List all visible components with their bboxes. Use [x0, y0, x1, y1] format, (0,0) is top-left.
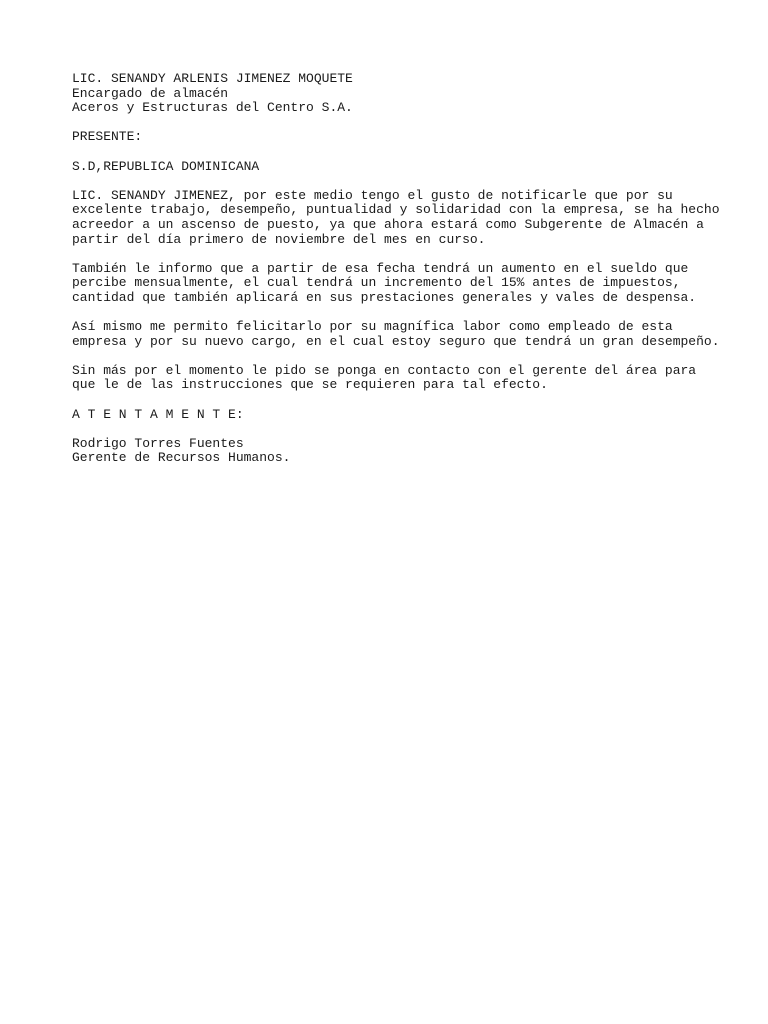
recipient-block	[72, 72, 712, 116]
closing-line: A T E N T A M E N T E:	[72, 406, 244, 422]
paragraph-line: cantidad que también aplicará en sus prestaciones generales y vales de despensa.	[72, 289, 697, 305]
presente-block	[72, 130, 712, 145]
paragraph-congratulations	[72, 319, 720, 349]
location-line: S.D,REPUBLICA DOMINICANA	[72, 158, 260, 174]
paragraph-line: excelente trabajo, desempeño, puntualidad y solidaridad con la empresa, se ha hecho	[72, 202, 720, 218]
paragraph-contact	[72, 364, 712, 393]
paragraph-line: Así mismo me permito felicitarlo por su magnífica labor como empleado de esta	[72, 319, 673, 335]
recipient-company: Aceros y Estructuras del Centro S.A.	[72, 100, 353, 116]
paragraph-line: LIC. SENANDY JIMENEZ, por este medio tengo el gusto de notificarle que por su	[72, 187, 673, 203]
paragraph-salary	[72, 262, 712, 306]
paragraph-line: También le informo que a partir de esa fecha tendrá un aumento en el sueldo que	[72, 260, 689, 276]
recipient-name: LIC. SENANDY ARLENIS JIMENEZ MOQUETE	[72, 71, 353, 86]
paragraph-line: empresa y por su nuevo cargo, en el cual estoy seguro que tendrá un gran desempeño.	[72, 333, 720, 349]
paragraph-line: Sin más por el momento le pido se ponga en contacto con el gerente del área para	[72, 362, 697, 378]
presente-label: PRESENTE:	[72, 129, 143, 145]
signature-block	[72, 437, 712, 466]
letter-body	[72, 71, 720, 466]
recipient-position: Encargado de almacén	[72, 85, 229, 101]
paragraph-line: que le de las instrucciones que se requieren para tal efecto.	[72, 377, 548, 393]
signature-title: Gerente de Recursos Humanos.	[72, 450, 291, 466]
paragraph-line: percibe mensualmente, el cual tendrá un incremento del 15% antes de impuestos,	[72, 275, 681, 291]
closing-block	[72, 408, 712, 423]
paragraph-line: acreedor a un ascenso de puesto, ya que ahora estará como Subgerente de Almacén a	[72, 216, 704, 232]
paragraph-line: partir del día primero de noviembre del mes en curso.	[72, 231, 486, 247]
signature-name: Rodrigo Torres Fuentes	[72, 435, 244, 451]
location-block	[72, 160, 712, 175]
paragraph-promotion	[72, 187, 720, 247]
